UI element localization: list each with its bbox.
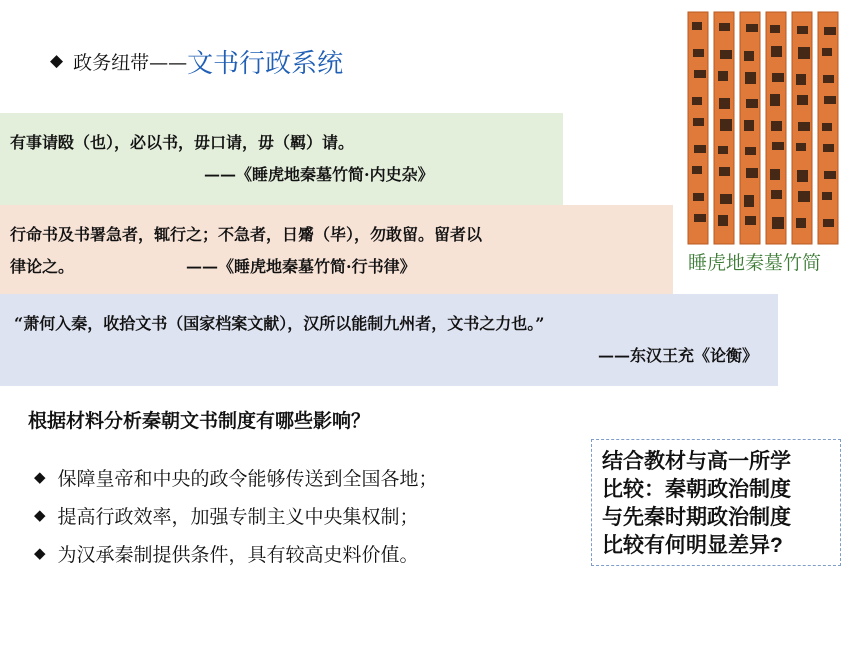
ink-character-mark [770, 25, 780, 33]
list-item [34, 534, 438, 572]
ink-character-mark [822, 192, 832, 200]
ink-character-mark [770, 94, 780, 106]
ink-character-mark [720, 194, 732, 204]
ink-character-mark [772, 73, 784, 82]
list-item [34, 458, 438, 496]
title-prefix: 政务纽带—— [73, 51, 188, 74]
ink-character-mark [797, 170, 808, 182]
ink-character-mark [823, 219, 834, 227]
ink-character-mark [823, 75, 834, 83]
ink-character-mark [744, 120, 754, 131]
prompt-line: 结合教材与高一所学 [602, 450, 791, 473]
ink-character-mark [797, 95, 808, 105]
answer-text: 提高行政效率，加强专制主义中央集权制； [57, 505, 419, 528]
ink-character-mark [720, 119, 732, 131]
ink-character-mark [693, 193, 704, 201]
ink-character-mark [772, 142, 784, 150]
ink-character-mark [720, 50, 732, 59]
ink-character-mark [694, 214, 706, 222]
ink-character-mark [746, 168, 758, 178]
image-caption: 睡虎地秦墓竹简 [688, 253, 822, 274]
ink-character-mark [719, 167, 730, 176]
title-highlight: 文书行政系统 [187, 48, 344, 79]
ink-character-mark [771, 121, 782, 131]
bamboo-slip [688, 12, 708, 244]
quote-source: ——《睡虎地秦墓竹简·内史杂》 [204, 165, 434, 184]
ink-character-mark [798, 191, 810, 202]
diamond-bullet-icon: ◆ [34, 506, 46, 524]
ink-character-mark [718, 215, 728, 226]
diamond-bullet-icon: ◆ [34, 468, 46, 486]
ink-character-mark [822, 48, 832, 56]
ink-character-mark [798, 122, 810, 131]
ink-character-mark [824, 27, 836, 35]
ink-character-mark [746, 99, 758, 108]
ink-character-mark [745, 72, 756, 84]
analysis-question: 根据材料分析秦朝文书制度有哪些影响？ [28, 411, 371, 432]
ink-character-mark [692, 97, 702, 105]
ink-character-mark [692, 22, 702, 30]
ink-character-mark [798, 47, 810, 59]
ink-character-mark [771, 46, 782, 57]
ink-character-mark [824, 96, 836, 104]
ink-character-mark [822, 123, 832, 131]
answer-text: 保障皇帝和中央的政令能够传送到全国各地； [57, 467, 438, 490]
bamboo-slips-image [686, 8, 844, 248]
diamond-bullet-icon: ◆ [50, 51, 64, 71]
answer-text: 为汉承秦制提供条件，具有较高史料价值。 [57, 543, 419, 566]
ink-character-mark [694, 145, 706, 153]
quote-text-end: 律论之。 [10, 257, 75, 276]
ink-character-mark [771, 190, 782, 199]
ink-character-mark [824, 171, 836, 179]
quote-text: 行命书及书署急者，辄行之；不急者，日觱（毕），勿敢留。留者以 [10, 225, 483, 244]
prompt-line: 比较有何明显差异? [602, 534, 783, 557]
quote-source: ——东汉王充《论衡》 [597, 346, 758, 365]
comparison-prompt-box [591, 439, 841, 566]
prompt-line: 比较：秦朝政治制度 [602, 478, 791, 501]
ink-character-mark [772, 217, 784, 229]
ink-character-mark [796, 218, 806, 228]
diamond-bullet-icon: ◆ [34, 544, 46, 562]
ink-character-mark [796, 143, 806, 151]
quote-box-neishi [0, 113, 563, 205]
ink-character-mark [718, 146, 728, 154]
ink-character-mark [744, 195, 754, 207]
ink-character-mark [744, 51, 754, 61]
ink-character-mark [718, 71, 728, 81]
ink-character-mark [719, 98, 730, 109]
answer-list [34, 458, 438, 572]
quote-source: ——《睡虎地秦墓竹简·行书律》 [186, 257, 416, 276]
ink-character-mark [719, 23, 730, 31]
ink-character-mark [693, 118, 704, 126]
quote-text: 有事请殹（也），必以书，毋口请，毋（羁）请。 [10, 133, 355, 152]
prompt-line: 与先秦时期政治制度 [602, 506, 791, 529]
ink-character-mark [796, 74, 806, 85]
list-item [34, 496, 438, 534]
slide-title [50, 44, 343, 78]
quote-text: “萧何入秦，收拾文书（国家档案文献），汉所以能制九州者，文书之力也。” [14, 314, 545, 333]
quote-box-lunheng [0, 294, 778, 386]
ink-character-mark [770, 169, 780, 180]
ink-character-mark [694, 70, 706, 78]
ink-character-mark [692, 166, 702, 174]
ink-character-mark [693, 49, 704, 57]
quote-box-xingshu [0, 205, 673, 294]
ink-character-mark [823, 144, 834, 152]
ink-character-mark [746, 24, 758, 32]
ink-character-mark [745, 216, 756, 225]
ink-character-mark [797, 26, 808, 34]
ink-character-mark [745, 147, 756, 155]
quote-text-continued [10, 251, 673, 283]
